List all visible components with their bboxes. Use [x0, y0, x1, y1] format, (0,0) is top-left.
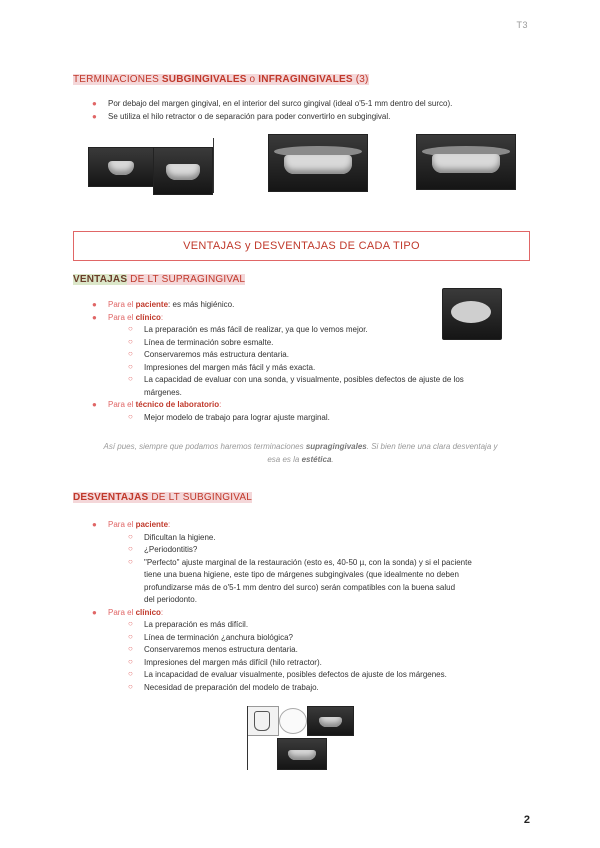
- desventajas-title: DESVENTAJAS DE LT SUBGINGIVAL: [73, 492, 253, 503]
- page-number: 2: [523, 814, 530, 826]
- list-item: ○ Dificultan la higiene.: [128, 531, 216, 542]
- list-item-continuation: márgenes.: [144, 387, 182, 397]
- list-item: ● Para el técnico de laboratorio:: [92, 400, 222, 409]
- dental-photo: [277, 738, 327, 770]
- list-item: ● Se utiliza el hilo retractor o de separación para poder convertirlo en subgingival.: [92, 111, 391, 121]
- summary-note: Así pues, siempre que podamos haremos terminaciones supragingivales. Si bien tiene una clara desventaja y esa es la estética.: [103, 442, 498, 464]
- diagram-sketch: [247, 706, 279, 736]
- section-title-subgingival: TERMINACIONES SUBGINGIVALES o INFRAGINGIVALES (3): [73, 74, 369, 85]
- list-item: ○ La preparación es más fácil de realizar, ya que lo vemos mejor.: [128, 324, 368, 334]
- list-item-continuation: tiene una buena higiene, este tipo de márgenes subgingivales (que idealmente no deben: [144, 570, 459, 579]
- list-item: ○ La capacidad de evaluar con una sonda, y visualmente, posibles defectos de ajuste de los: [128, 374, 464, 384]
- list-item: ○ "Perfecto" ajuste marginal de la restauración (esto es, 40-50 µ, con la sonda) y si el paciente: [128, 556, 472, 567]
- desventajas-list: [92, 519, 538, 694]
- list-item: ○ Línea de terminación ¿anchura biológica?: [128, 631, 293, 642]
- dental-photo: [268, 134, 368, 192]
- diagram-sketch: [279, 708, 307, 734]
- list-item: ● Para el paciente:: [92, 520, 171, 529]
- list-item: ○ Impresiones del margen más fácil y más exacta.: [128, 361, 316, 372]
- list-item-continuation: del periodonto.: [144, 595, 197, 604]
- list-item: ○ Necesidad de preparación del modelo de trabajo.: [128, 681, 319, 692]
- ventajas-list: [92, 299, 538, 424]
- section-box-heading: VENTAJAS y DESVENTAJAS DE CADA TIPO: [73, 231, 530, 261]
- dental-photo: [416, 134, 516, 190]
- list-item: ○ La incapacidad de evaluar visualmente, posibles defectos de ajuste de los márgenes.: [128, 669, 447, 679]
- list-item: ○ Conservaremos menos estructura dentaria.: [128, 644, 298, 654]
- header-tag: T3: [516, 20, 528, 30]
- list-item: ● Para el clínico:: [92, 607, 164, 617]
- ventajas-title: VENTAJAS DE LT SUPRAGINGIVAL: [73, 274, 246, 285]
- dental-photo: [153, 147, 213, 195]
- list-item: ○ Impresiones del margen más difícil (hilo retractor).: [128, 656, 322, 667]
- divider: [247, 706, 248, 770]
- list-item: ● Para el paciente: es más higiénico.: [92, 300, 235, 309]
- list-item: ○ ¿Periodontitis?: [128, 544, 198, 554]
- list-item-continuation: profundizarse más de o'5-1 mm dentro del surco) serán compatibles con la buena salud: [144, 582, 456, 592]
- dental-photo: [88, 147, 154, 187]
- divider: [213, 138, 214, 193]
- dental-figure-composite: [247, 706, 352, 770]
- dental-photo: [307, 706, 354, 736]
- list-item: ○ La preparación es más difícil.: [128, 619, 249, 629]
- section1-bullets: [92, 98, 548, 123]
- list-item: ○ Mejor modelo de trabajo para lograr ajuste marginal.: [128, 411, 330, 422]
- list-item: ● Para el clínico:: [92, 312, 164, 322]
- list-item: ○ Línea de terminación sobre esmalte.: [128, 336, 274, 347]
- list-item: ● Por debajo del margen gingival, en el interior del surco gingival (ideal o'5-1 mm dentro del surco).: [92, 99, 453, 108]
- list-item: ○ Conservaremos más estructura dentaria.: [128, 349, 289, 359]
